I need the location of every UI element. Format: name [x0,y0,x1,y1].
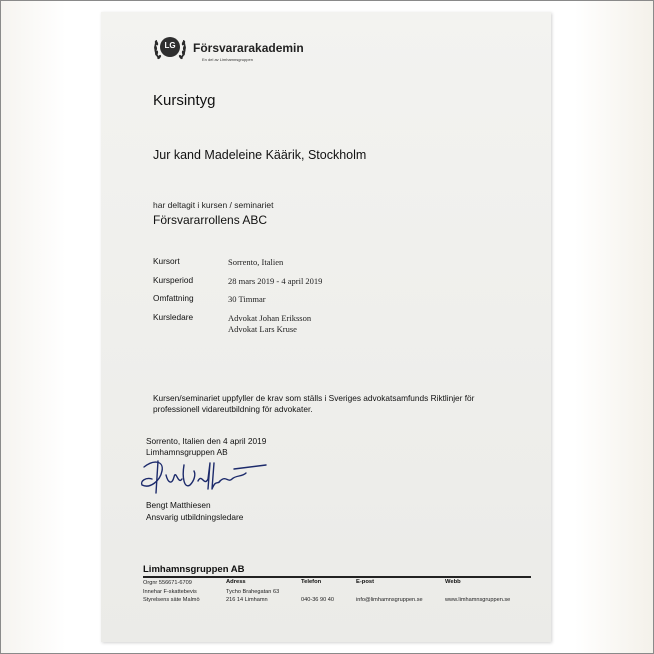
course-name: Försvararrollens ABC [153,213,268,227]
leader-item: Advokat Johan Eriksson [228,313,312,323]
footer-email-label: E-post [356,579,375,585]
footer-email: info@limhamnsgruppen.se [356,597,423,603]
footer-divider [143,576,531,578]
leader-item: Advokat Lars Kruse [228,324,297,334]
footer-phone-label: Telefon [301,579,322,585]
logo-letters: LG [164,41,176,50]
footer-address-line: 216 14 Limhamn [226,597,268,603]
footer-web: www.limhamnsgruppen.se [445,597,511,603]
footer-org-line: Styrelsens säte Malmö [143,597,200,603]
scope-label: Omfattning [153,293,194,303]
leaders-label: Kursledare [153,312,194,322]
issuing-company: Limhamnsgruppen AB [146,447,228,457]
laurel-logo-icon [152,33,192,63]
footer-company: Limhamnsgruppen AB [143,564,245,575]
recipient-name: Jur kand Madeleine Käärik, Stockholm [153,148,367,162]
footer-org-line: Orgnr 556671-6709 [143,580,192,586]
statement-line: Kursen/seminariet uppfyller de krav som ställs i Sveriges advokatsamfunds Riktlinjer för [153,393,475,403]
period-value: 28 mars 2019 - 4 april 2019 [228,276,323,286]
footer-web-label: Webb [445,579,461,585]
place-date: Sorrento, Italien den 4 april 2019 [146,436,267,446]
period-label: Kursperiod [153,275,194,285]
location-value: Sorrento, Italien [228,257,284,267]
handwritten-signature [138,455,268,499]
page-title: Kursintyg [153,92,216,109]
location-label: Kursort [153,256,180,266]
signer-name: Bengt Matthiesen [146,500,211,510]
footer-address-line: Tycho Brahegatan 63 [226,589,280,595]
footer-phone: 040-36 90 40 [301,597,334,603]
brand-tagline: En del av Limhamnsgruppen [202,57,253,62]
footer-address-label: Adress [226,579,246,585]
brand-name: Försvararakademin [193,41,304,55]
intro-text: har deltagit i kursen / seminariet [153,200,274,210]
footer-org-line: Innehar F-skattebevis [143,589,197,595]
statement-line: professionell vidareutbildning för advokater. [153,404,313,414]
scope-value: 30 Timmar [228,294,266,304]
signer-role: Ansvarig utbildningsledare [146,512,244,522]
